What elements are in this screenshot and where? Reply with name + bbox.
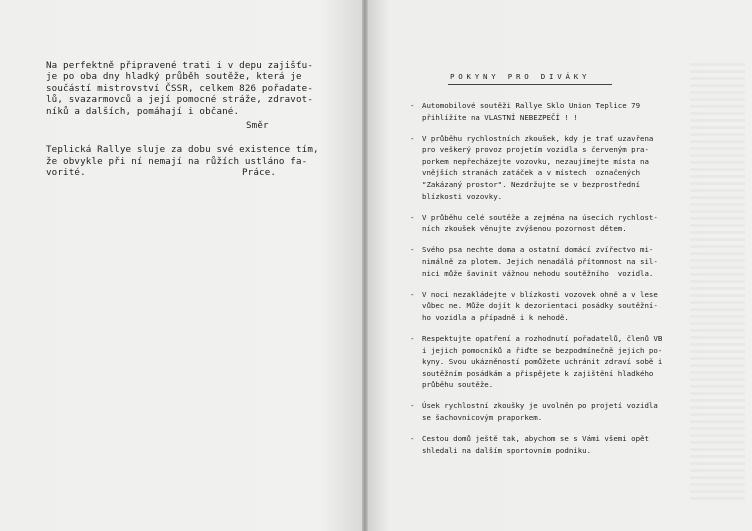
- item-line: blízkosti vozovky.: [422, 191, 503, 201]
- list-item: - V průběhu celé soutěže a zejména na úsecích rychlost- ních zkoušek věnujte zvýšenou pozornost dětem.: [410, 212, 685, 235]
- list-item: - V noci nezakládejte v blízkosti vozovek ohně a v lese vůbec ne. Může dojít k dezorientaci posádky soutěžní- ho vozidla a případně i k nehodě.: [410, 289, 685, 324]
- item-line: kyny. Svou ukázněností pomůžete uchránit zdraví sobě i: [422, 357, 663, 367]
- item-line: Automobilové soutěži Rallye Sklo Union Teplice 79: [422, 101, 641, 110]
- page-gutter: [362, 0, 368, 531]
- item-line: V průběhu celé soutěže a zejména na úsecích rychlost-: [422, 212, 658, 222]
- title-underline: [448, 84, 612, 85]
- text-line: součástí mistrovství ČSSR, celkem 826 pořadate-: [46, 82, 314, 94]
- item-line: Cestou domů ještě tak, abychom se s Vámi všemi opět: [422, 434, 649, 444]
- text-line: že obvykle při ní nemají na růžích ustláno fa-: [46, 155, 308, 167]
- item-line: přihlížíte na VLASTNÍ NEBEZPEČÍ ! !: [422, 112, 578, 122]
- list-item: - V průběhu rychlostních zkoušek, kdy je trať uzavřena pro veškerý provoz projetím vozidla s červeným pra- porkem nepřecházejte vozovku, nezaujímejte místa na vnějších stranách zatáček a v místech označených "Zakázaný prostor". Nezdržujte se v bezprostřední blízkosti vozovky.: [410, 133, 685, 203]
- item-line: nici může šavinit vážnou nehodu soutěžního vozidla.: [422, 268, 654, 278]
- list-item: - Cestou domů ještě tak, abychom se s Vámi všemi opět shledali na dalším sportovním podniku.: [410, 433, 685, 456]
- text-line: lů, svazarmovců a její pomocné stráže, zdravot-: [46, 94, 314, 106]
- item-line: Úsek rychlostní zkoušky je uvolněn po projetí vozidla: [422, 401, 658, 411]
- text-line: níků a dalších, pomáhají i občané.: [46, 105, 240, 117]
- page-title: POKYNY PRO DIVÁKY: [450, 72, 591, 81]
- item-line: V noci nezakládejte v blízkosti vozovek ohně a v lese: [422, 289, 658, 299]
- text-line: je po oba dny hladký průběh soutěže, která je: [46, 71, 302, 83]
- item-line: se šachovnicovým praporkem.: [422, 413, 543, 423]
- list-item: - Automobilové soutěži Rallye Sklo Union Teplice 79 přihlížíte na VLASTNÍ NEBEZPEČÍ ! !: [410, 100, 685, 123]
- item-line: "Zakázaný prostor". Nezdržujte se v bezprostřední: [422, 180, 641, 190]
- instructions-list: [410, 100, 685, 466]
- text-line: Teplická Rallye sluje za dobu své existence tím,: [46, 144, 319, 156]
- item-line: ních zkoušek věnujte zvýšenou pozornost dětem.: [422, 224, 627, 234]
- signature-prace: Práce.: [242, 167, 277, 179]
- item-line: ho vozidla a případně i k nehodě.: [422, 312, 569, 322]
- item-line: Respektujte opatření a rozhodnutí pořadatelů, členů VB: [422, 334, 663, 343]
- item-line: vůbec ne. Může dojít k dezorientaci posádky soutěžní-: [422, 301, 658, 311]
- show-through-text: [690, 60, 745, 500]
- text-line: vorité.: [46, 167, 86, 179]
- item-line: Svého psa nechte doma a ostatní domácí zvířectvo mi-: [422, 245, 654, 255]
- item-line: soutěžním posádkám a přispějete k zajištění hladkého: [422, 368, 654, 378]
- item-line: vnějších stranách zatáček a v místech označených: [422, 168, 641, 178]
- item-line: V průběhu rychlostních zkoušek, kdy je trať uzavřena: [422, 133, 654, 143]
- list-item: - Úsek rychlostní zkoušky je uvolněn po projetí vozidla se šachovnicovým praporkem.: [410, 400, 685, 423]
- item-line: porkem nepřecházejte vozovku, nezaujímejte místa na: [422, 156, 649, 166]
- list-item: - Respektujte opatření a rozhodnutí pořadatelů, členů VB i jejich pomocníků a řiďte se bezpodmínečně jejich po- kyny. Svou ukázněností pomůžete uchránit zdraví sobě i soutěžním posádkám a přispějete k zajištění hladkého průběhu soutěže.: [410, 333, 685, 391]
- text-line: Na perfektně připravené trati i v depu zajišťu-: [46, 60, 314, 71]
- item-line: shledali na dalším sportovním podniku.: [422, 445, 592, 455]
- list-item: - Svého psa nechte doma a ostatní domácí zvířectvo mi- nimálně za plotem. Jejich nenadálá přítomnost na sil- nici může šavinit vážnou nehodu soutěžního vozidla.: [410, 244, 685, 279]
- signature-smer: Směr: [246, 120, 269, 132]
- item-line: nimálně za plotem. Jejich nenadálá přítomnost na sil-: [422, 257, 658, 267]
- item-line: i jejich pomocníků a řiďte se bezpodmínečně jejich po-: [422, 345, 663, 355]
- item-line: pro veškerý provoz projetím vozidla s červeným pra-: [422, 145, 649, 155]
- left-page-text: [46, 60, 346, 179]
- item-line: průběhu soutěže.: [422, 380, 494, 390]
